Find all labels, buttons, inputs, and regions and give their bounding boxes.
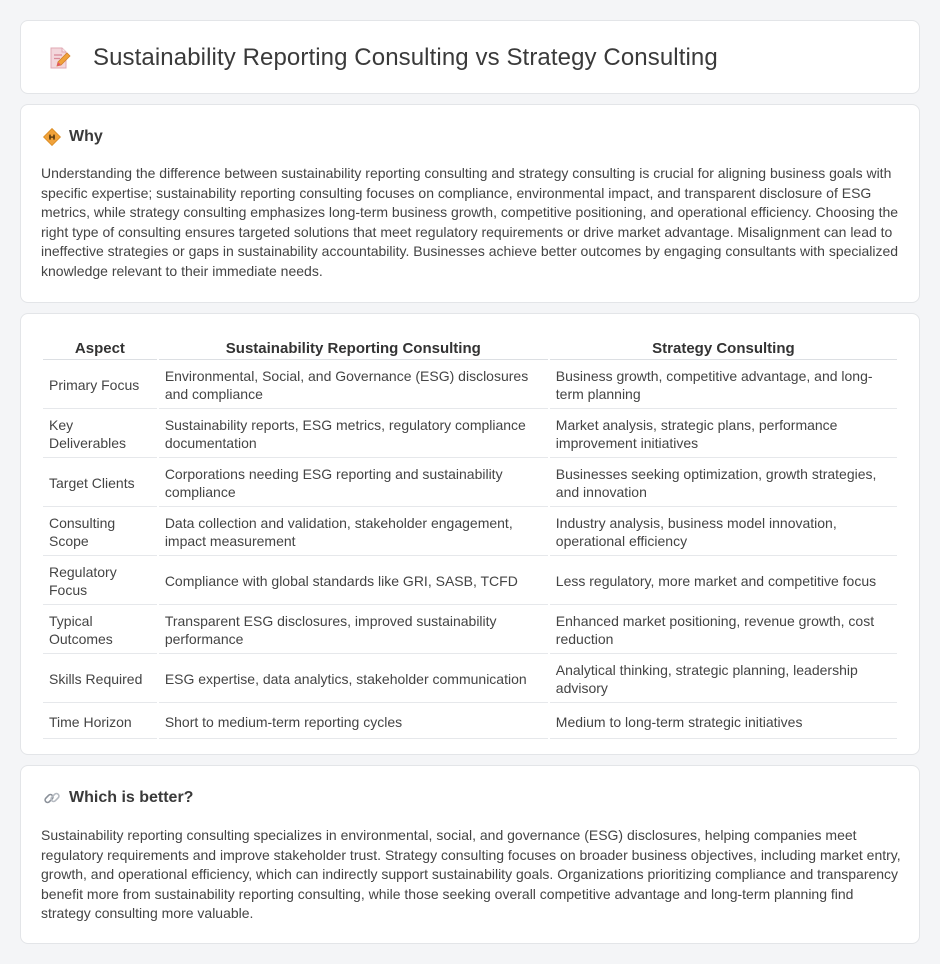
better-text: Sustainability reporting consulting specializes in environmental, social, and governance (ESG) disclosures, helping companies meet regulatory requirements and improve stakeholder trust. Strategy consulting focuses on broader business objectives, including market entry, growth, and operational efficiency, which can indirectly support sustainability goals. Organizations prioritizing compliance and transparency benefit more from sustainability reporting consulting, while those seeking overall competitive advantage and long-term planning find strategy consulting more valuable. <box>41 827 901 921</box>
link-icon <box>43 789 61 807</box>
strategy-cell: Businesses seeking optimization, growth strategies, and innovation <box>550 460 897 507</box>
why-heading-row <box>43 127 103 147</box>
why-text: Understanding the difference between sustainability reporting consulting and strategy consulting is crucial for aligning business goals with specific expertise; sustainability reporting consulting focuses on compliance, environmental impact, and transparent disclosure of ESG metrics, while strategy consulting emphasizes long-term business growth, competitive positioning, and operational efficiency. Choosing the right type of consulting ensures targeted solutions that meet regulatory requirements or drive market advantage. Misalignment can lead to ineffective strategies or gaps in sustainability accountability. Businesses achieve better outcomes by engaging consultants with specialized knowledge relevant to their immediate needs. <box>41 165 899 279</box>
aspect-cell: Primary Focus <box>43 362 157 409</box>
why-section <box>20 104 920 303</box>
sustainability-cell: Data collection and validation, stakeholder engagement, impact measurement <box>159 509 548 556</box>
aspect-cell: Skills Required <box>43 656 157 703</box>
strategy-cell: Business growth, competitive advantage, and long-term planning <box>550 362 897 409</box>
sustainability-cell: Sustainability reports, ESG metrics, regulatory compliance documentation <box>159 411 548 458</box>
table-row <box>43 509 897 556</box>
strategy-cell: Analytical thinking, strategic planning, leadership advisory <box>550 656 897 703</box>
strategy-cell: Market analysis, strategic plans, performance improvement initiatives <box>550 411 897 458</box>
diamond-sign-icon <box>43 128 61 146</box>
comparison-table-section <box>20 313 920 755</box>
aspect-cell: Typical Outcomes <box>43 607 157 654</box>
sustainability-cell: Environmental, Social, and Governance (ESG) disclosures and compliance <box>159 362 548 409</box>
header-card <box>20 20 920 94</box>
column-header-sustainability: Sustainability Reporting Consulting <box>159 336 548 360</box>
aspect-cell: Time Horizon <box>43 705 157 739</box>
sustainability-cell: Corporations needing ESG reporting and sustainability compliance <box>159 460 548 507</box>
sustainability-cell: Short to medium-term reporting cycles <box>159 705 548 739</box>
which-is-better-section <box>20 765 920 944</box>
why-heading: Why <box>69 128 103 145</box>
comparison-table <box>41 334 899 741</box>
table-row <box>43 607 897 654</box>
table-row <box>43 705 897 739</box>
column-header-aspect: Aspect <box>43 336 157 360</box>
strategy-cell: Enhanced market positioning, revenue growth, cost reduction <box>550 607 897 654</box>
strategy-cell: Medium to long-term strategic initiatives <box>550 705 897 739</box>
sustainability-cell: ESG expertise, data analytics, stakeholder communication <box>159 656 548 703</box>
better-heading-row <box>43 788 193 808</box>
table-header-row <box>43 336 897 360</box>
table-row <box>43 460 897 507</box>
page-title: Sustainability Reporting Consulting vs Strategy Consulting <box>93 44 718 71</box>
aspect-cell: Consulting Scope <box>43 509 157 556</box>
sustainability-cell: Transparent ESG disclosures, improved sustainability performance <box>159 607 548 654</box>
strategy-cell: Industry analysis, business model innovation, operational efficiency <box>550 509 897 556</box>
table-row <box>43 411 897 458</box>
aspect-cell: Target Clients <box>43 460 157 507</box>
document-pencil-icon <box>47 46 71 70</box>
strategy-cell: Less regulatory, more market and competitive focus <box>550 558 897 605</box>
aspect-cell: Key Deliverables <box>43 411 157 458</box>
table-row <box>43 656 897 703</box>
table-row <box>43 558 897 605</box>
table-row <box>43 362 897 409</box>
aspect-cell: Regulatory Focus <box>43 558 157 605</box>
better-heading: Which is better? <box>69 789 194 806</box>
column-header-strategy: Strategy Consulting <box>550 336 897 360</box>
sustainability-cell: Compliance with global standards like GRI, SASB, TCFD <box>159 558 548 605</box>
